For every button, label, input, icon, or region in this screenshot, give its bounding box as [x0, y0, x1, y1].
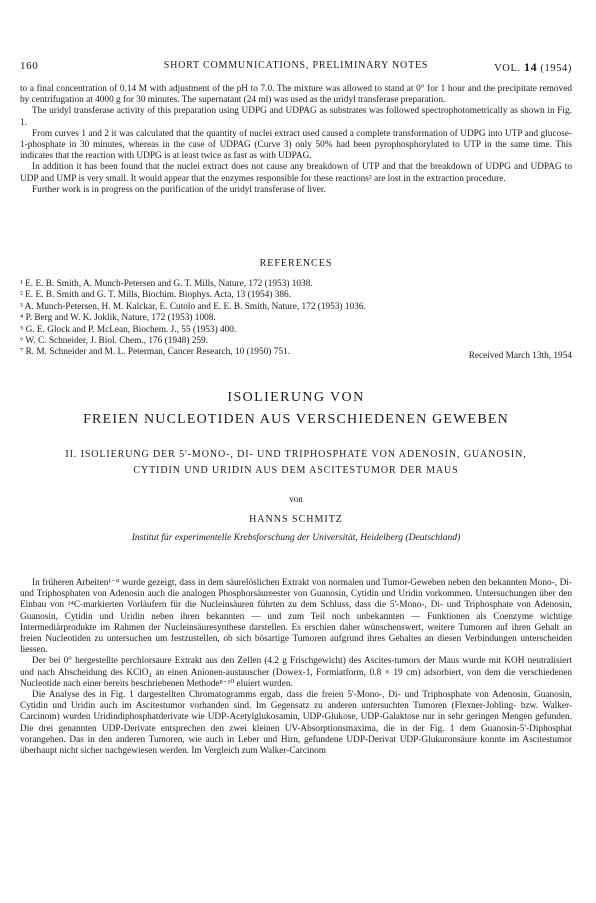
- references-heading: REFERENCES: [259, 258, 333, 269]
- paragraph: Further work is in progress on the purification of the uridyl transferase of liver.: [32, 184, 326, 195]
- article-subtitle-line1: II. ISOLIERUNG DER 5'-MONO-, DI- UND TRIPHOSPHATE VON ADENOSIN, GUANOSIN,: [65, 449, 527, 460]
- previous-article-text: [20, 84, 572, 196]
- article-title-line2: FREIEN NUCLEOTIDEN AUS VERSCHIEDENEN GEWEBEN: [83, 412, 509, 427]
- paragraph: Die Analyse des in Fig. 1 dargestellten Chromatogramms ergab, dass die freien 5'-Mono-, Di- und Triphosphate von Adenosin, Guanosin, Cytidin und Uridin auch im Ascitestumor vorhanden sind. Im Gegensatz zu anderen untersuchten Tumoren (Flexner-Jobling- bzw. Walker-Carcinom) wurden Uridindiphosphatderivate wie UDP-Acetylglukosamin, UDP-Glukose, UDP-Galaktose nur in sehr geringen Mengen gefunden. Die drei genannten UDP-Derivate entsprechen den zwei kleinen UV-Absorptionsmaxima, die in der Fig. 1 dem Guanosin-5'-Diphosphat vorangehen. Das in den anderen Tumoren, wie auch in Leber und Hirn, gefundene UDP-Derivat UDP-Glukuronsäure konnte im Ascitestumor überhaupt nicht sicher nachgewiesen werden. Im Vergleich zum Walker-Carcinom: [20, 690, 572, 757]
- page-header: [20, 60, 572, 76]
- author-preposition: von: [289, 494, 303, 504]
- volume-label: VOL.: [494, 63, 521, 74]
- reference-item: ⁵ G. E. Glock and P. McLean, Biochem. J., 55 (1953) 400.: [20, 324, 237, 335]
- reference-item: ⁴ P. Berg and W. K. Joklik, Nature, 172 (1953) 1008.: [20, 313, 216, 324]
- reference-item: ³ A. Munch-Petersen, H. M. Kalckar, E. Cutolo and E. E. B. Smith, Nature, 172 (1953) 1036.: [20, 301, 366, 312]
- article-subtitle-line2: CYTIDIN UND URIDIN AUS DEM ASCITESTUMOR DER MAUS: [133, 465, 459, 476]
- reference-item: ² E. E. B. Smith and G. T. Mills, Biochim. Biophys. Acta, 13 (1954) 386.: [20, 290, 292, 301]
- reference-item: ⁶ W. C. Schneider, J. Biol. Chem., 176 (1948) 259.: [20, 336, 209, 347]
- references-list: [20, 279, 572, 359]
- reference-item: ⁷ R. M. Schneider and M. L. Peterman, Cancer Research, 10 (1950) 751.: [20, 347, 290, 358]
- volume-number: 14: [523, 60, 538, 74]
- paragraph: In addition it has been found that the nuclei extract does not cause any breakdown of UTP and that the breakdown of UDPG and UDPAG to UDP and UMP is very small. It would appear that the enzymes responsible for these reactions² are lost in the extraction procedure.: [20, 162, 572, 184]
- author-name: HANNS SCHMITZ: [249, 514, 343, 525]
- running-title: SHORT COMMUNICATIONS, PRELIMINARY NOTES: [163, 60, 429, 71]
- paragraph: From curves 1 and 2 it was calculated that the quantity of nuclei extract used caused a complete transformation of UDPG into UTP and glucose-1-phosphate in 30 minutes, whereas in the case of UDPAG (Curve 3) only 50% had been pyrophosphorylated to UTP in the same time. This indicates that the reaction with UDPG is at least twice as fast as with UDPAG.: [20, 128, 572, 162]
- paragraph: The uridyl transferase activity of this preparation using UDPG and UDPAG as substrates was followed spectrophotometrically as shown in Fig. 1.: [20, 106, 572, 128]
- received-date: Received March 13th, 1954: [468, 351, 572, 361]
- paragraph: Der bei 0° hergestellte perchlorsaure Extrakt aus den Zellen (4.2 g Frischgewicht) des Ascites-tumors der Maus wurde mit KOH neutralisiert und nach Abscheidung des KClO₄ an einen Anionen-austauscher (Dowex-1, Formiatform, 0.8 × 19 cm) adsorbiert, von dem die verschiedenen Nucleotide nach einer bereits beschriebenen Methode⁸⁻¹⁰ eluiert wurden.: [20, 656, 572, 689]
- reference-item: ¹ E. E. B. Smith, A. Munch-Petersen and G. T. Mills, Nature, 172 (1953) 1038.: [20, 279, 313, 289]
- author-affiliation: Institut für experimentelle Krebsforschung der Universität, Heidelberg (Deutschland): [131, 532, 461, 543]
- page-number: 160: [20, 60, 39, 72]
- article-title-line1: ISOLIERUNG VON: [227, 390, 365, 405]
- volume-year: (1954): [540, 63, 572, 74]
- article-body: [20, 578, 572, 757]
- volume-info: [494, 60, 572, 75]
- paragraph: to a final concentration of 0.14 M with adjustment of the pH to 7.0. The mixture was allowed to stand at 0° for 1 hour and the precipitate removed by centrifugation at 4000 g for 30 minutes. The supernatant (24 ml) was used as the uridyl transferase preparation.: [20, 84, 572, 106]
- paragraph: In früheren Arbeiten¹⁻⁸ wurde gezeigt, dass in dem säurelöslichen Extrakt von normalen und Tumor-Geweben neben den bekannten Mono-, Di- und Triphosphaten von Adenosin auch die analogen Phosphorsäureester von Guanosin, Cytidin und Uridin vorkommen. Untersuchungen über den Einbau von ¹⁴C-markierten Vorläufern für die Nucleinsäuren führten zu dem Schluss, dass die 5'-Mono-, Di- und Triphosphate von Adenosin, Guanosin, Cytidin und Uridin neben ihren bekannten — und zum Teil noch unbekannten — Funktionen als Coenzyme wichtige Intermediärprodukte im Rahmen der Nucleinsäuresynthese darstellen. Es erschien daher wünschenswert, weitere Tumoren auf ihren Gehalt an freien Nucleotiden zu untersuchen um festzustellen, ob sich bösartige Tumoren aufgrund ihres Gehaltes an diesen Verbindungen unterscheiden liessen.: [20, 578, 572, 656]
